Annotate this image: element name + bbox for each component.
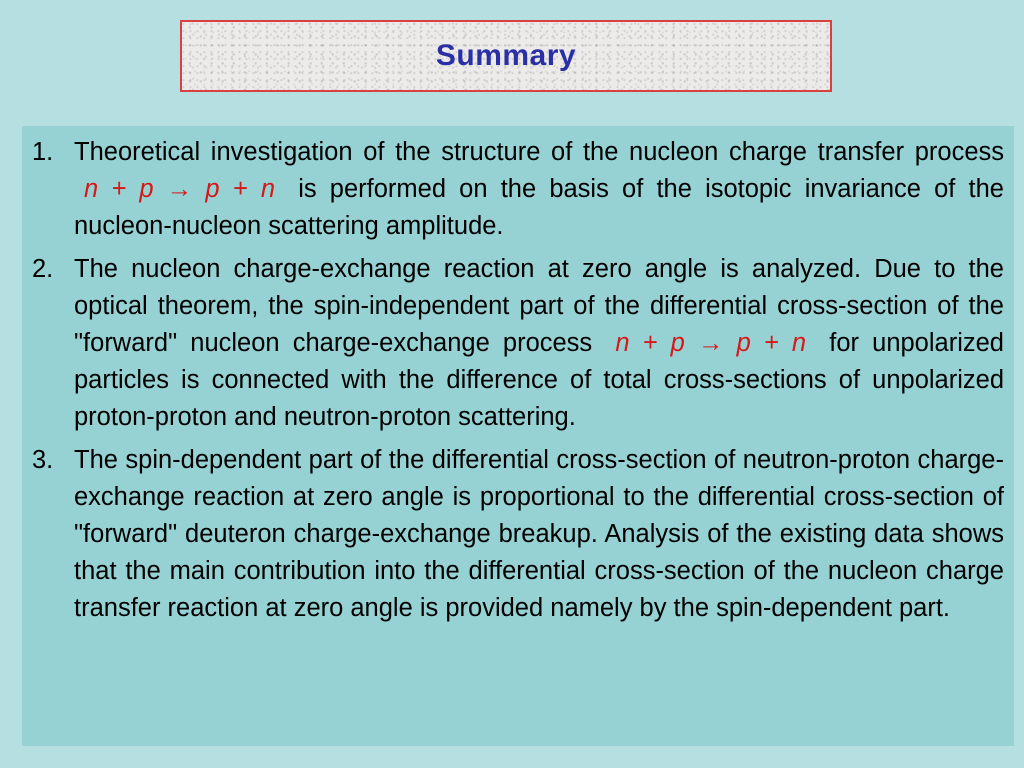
reaction-formula: n + p → p + n	[84, 175, 276, 203]
item-text	[74, 134, 1004, 245]
item-text-before: Theoretical investigation of the structure of the nucleon charge transfer process	[74, 138, 1004, 166]
reaction-formula: n + p → p + n	[615, 329, 807, 357]
item-text-before: The nucleon charge-exchange reaction at zero angle is analyzed. Due to the optical theorem, the spin-independent part of the differential cross-section of the "forward" nucleon charge-exchange process	[74, 255, 1004, 357]
item-number: 3.	[32, 446, 54, 474]
summary-content	[22, 126, 1014, 746]
slide-title-box	[180, 20, 832, 92]
slide-title: Summary	[435, 39, 577, 72]
item-number: 2.	[32, 255, 54, 283]
item-number: 1.	[32, 138, 54, 166]
item-text	[74, 251, 1004, 436]
item-text-after: is performed on the basis of the isotopic invariance of the nucleon-nucleon scattering amplitude.	[74, 175, 1004, 240]
item-text: The spin-dependent part of the differential cross-section of neutron-proton charge-exchange reaction at zero angle is proportional to the differential cross-section of "forward" deuteron charge-exchange breakup. Analysis of the existing data shows that the main contribution into the differential cross-section of the nucleon charge transfer reaction at zero angle is provided namely by the spin-dependent part.	[74, 446, 1004, 622]
summary-item-3	[30, 442, 1004, 627]
item-text-after: for unpolarized particles is connected with the difference of total cross-sections of unpolarized proton-proton and neutron-proton scattering.	[74, 329, 1004, 431]
summary-item-1	[30, 134, 1004, 245]
summary-item-2	[30, 251, 1004, 436]
